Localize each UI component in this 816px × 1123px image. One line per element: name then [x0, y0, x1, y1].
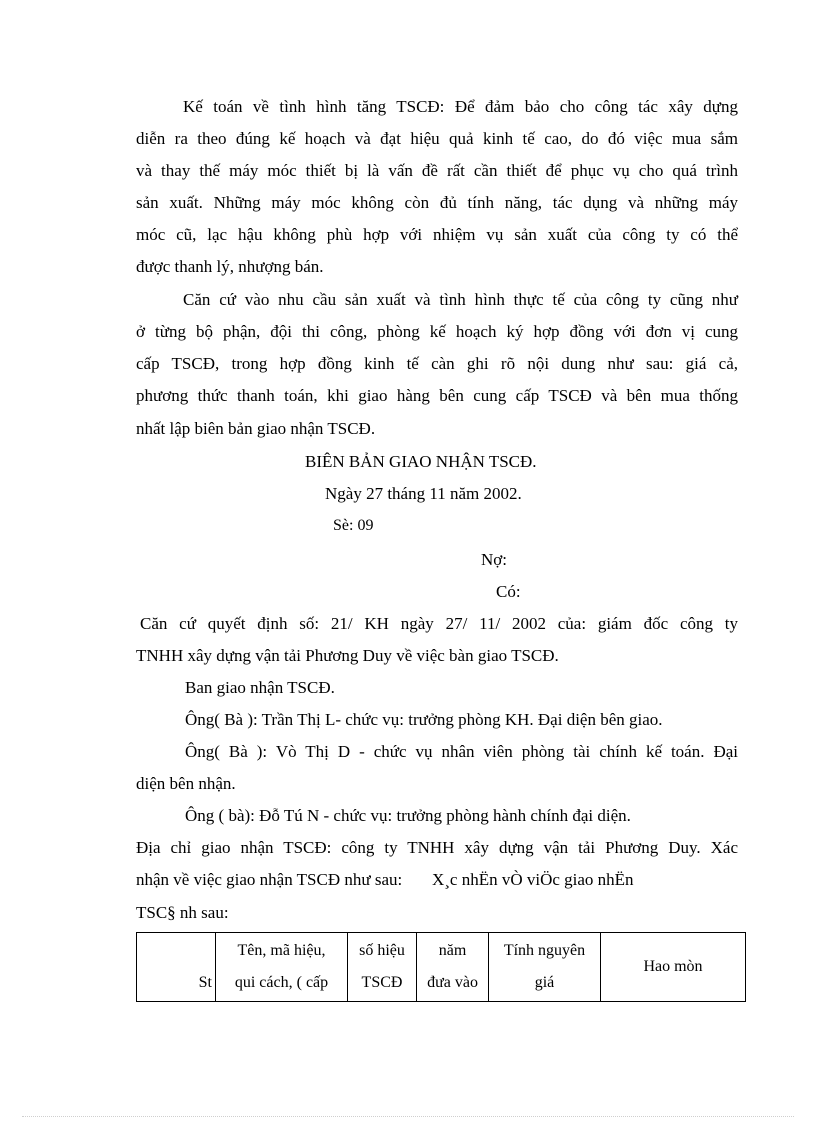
document-date: Ngày 27 tháng 11 năm 2002. [325, 484, 522, 503]
header-code-line1: số hiệu [359, 942, 405, 959]
header-cell-stt [137, 933, 216, 1002]
header-cost-line2: giá [534, 974, 555, 991]
paragraph1-line3: và thay thế máy móc thiết bị là vấn đề rất cần thiết để phục vụ cho quá trình [136, 161, 738, 180]
header-name-line2: qui cách, ( cấp [234, 974, 329, 991]
debit-label: Nợ: [481, 550, 507, 569]
header-year-line2: đưa vào [427, 974, 478, 991]
document-title: BIÊN BẢN GIAO NHẬN TSCĐ. [305, 452, 537, 471]
decision-line1: Căn cứ quyết định số: 21/ KH ngày 27/ 11/ 2002 của: giám đốc công ty [140, 614, 738, 633]
committee-member2-line1: Ông( Bà ): Vò Thị D - chức vụ nhân viên phòng tài chính kế toán. Đại [185, 742, 738, 761]
paragraph1-line5: móc cũ, lạc hậu không phù hợp với nhiệm vụ sản xuất của công ty có thể [136, 225, 738, 244]
paragraph1-line4: sản xuất. Những máy móc không còn đủ tính năng, tác dụng và những máy [136, 193, 738, 212]
credit-label: Có: [496, 582, 521, 601]
header-name-line1: Tên, mã hiệu, [237, 942, 326, 959]
header-cell-year [417, 933, 489, 1002]
committee-member1: Ông( Bà ): Trần Thị L- chức vụ: trưởng phòng KH. Đại diện bên giao. [185, 710, 663, 729]
committee-title: Ban giao nhận TSCĐ. [185, 678, 335, 697]
header-cost-line1: Tính nguyên [503, 942, 586, 959]
address-line3: TSC§ nh sau: [136, 903, 229, 922]
header-code-line2: TSCĐ [361, 974, 403, 991]
paragraph1-line1: Kế toán về tình hình tăng TSCĐ: Để đảm bảo cho công tác xây dựng [183, 97, 738, 116]
header-cell-cost [489, 933, 601, 1002]
header-cell-code [348, 933, 417, 1002]
document-number: Sè: 09 [333, 517, 374, 534]
committee-member2-line2: diện bên nhận. [136, 774, 236, 793]
table-header-row [137, 933, 746, 1002]
header-stt-text: St [198, 974, 212, 991]
decision-line2: TNHH xây dựng vận tải Phương Duy về việc bàn giao TSCĐ. [136, 646, 559, 665]
committee-member3: Ông ( bà): Đỗ Tú N - chức vụ: trưởng phòng hành chính đại diện. [185, 806, 631, 825]
header-cell-name [216, 933, 348, 1002]
paragraph1-line6: được thanh lý, nhượng bán. [136, 257, 324, 276]
header-cell-depreciation [601, 933, 746, 1002]
address-line2: nhận về việc giao nhận TSCĐ như sau: X¸c nhËn vÒ viÖc giao nhËn [136, 870, 634, 889]
address-line1: Địa chỉ giao nhận TSCĐ: công ty TNHH xây dựng vận tải Phương Duy. Xác [136, 838, 738, 857]
paragraph2-line3: cấp TSCĐ, trong hợp đồng kinh tế càn ghi rõ nội dung như sau: giá cả, [136, 354, 738, 373]
paragraph2-line1: Căn cứ vào nhu cầu sản xuất và tình hình thực tế của công ty cũng như [183, 290, 738, 309]
page-footer-divider [22, 1116, 794, 1117]
header-depreciation-text: Hao mòn [643, 958, 703, 975]
paragraph1-line2: diễn ra theo đúng kế hoạch và đạt hiệu quả kinh tế cao, do đó việc mua sắm [136, 129, 738, 148]
paragraph2-line2: ở từng bộ phận, đội thi công, phòng kế hoạch ký hợp đồng với đơn vị cung [136, 322, 738, 341]
paragraph2-line4: phương thức thanh toán, khi giao hàng bên cung cấp TSCĐ và bên mua thống [136, 386, 738, 405]
asset-table [136, 932, 746, 1002]
header-year-line1: năm [438, 942, 467, 959]
paragraph2-line5: nhất lập biên bản giao nhận TSCĐ. [136, 419, 376, 438]
